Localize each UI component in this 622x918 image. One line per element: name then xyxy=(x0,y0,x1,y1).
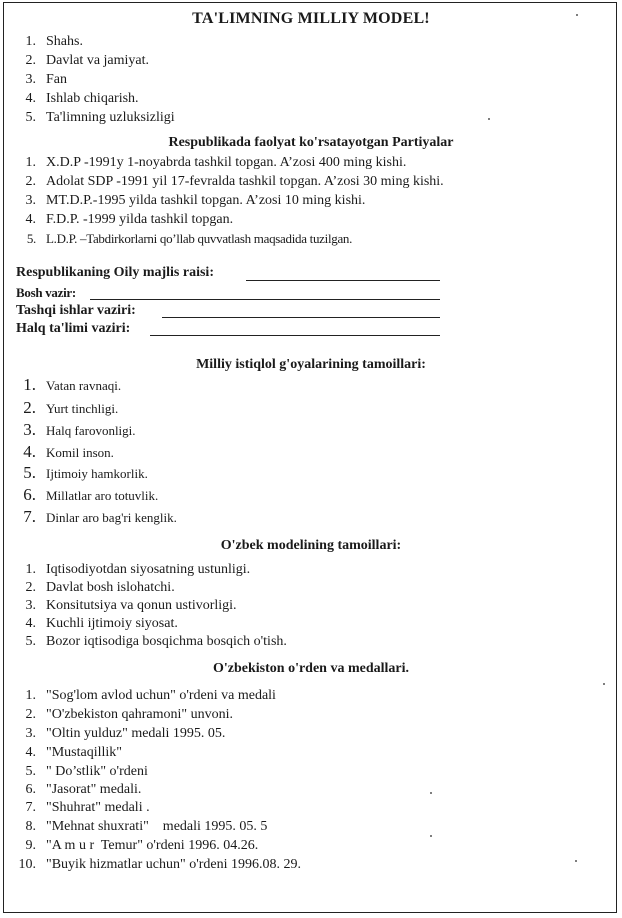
scan-speck xyxy=(430,835,432,837)
list-item: 1. Iqtisodiyotdan siyosatning ustunligi. xyxy=(25,562,251,577)
list-item: 8. "Mehnat shuxrati" medali 1995. 05. 5 xyxy=(25,819,268,834)
list-item: 6. Millatlar aro totuvlik. xyxy=(23,485,159,504)
list-item: 2. Adolat SDP -1991 yil 17-fevralda tashkil topgan. A’zosi 30 ming kishi. xyxy=(25,174,444,189)
list-item: 2. Davlat bosh islohatchi. xyxy=(25,580,175,595)
list-item: 3. Fan xyxy=(25,72,67,87)
list-item: 3. Halq farovonligi. xyxy=(23,420,136,439)
list-item: 4. "Mustaqillik" xyxy=(25,745,122,760)
list-item: 1. "Sog'lom avlod uchun" o'rdeni va medali xyxy=(25,688,276,703)
list-item: 5. L.D.P. –Tabdirkorlarni qo’llab quvvatlash maqsadida tuzilgan. xyxy=(26,231,353,246)
field-label-prime-minister: Bosh vazir: xyxy=(16,285,76,300)
list-item: 5. Ta'limning uzluksizligi xyxy=(25,110,175,125)
scan-speck xyxy=(430,792,432,794)
list-item: 5. Bozor iqtisodiga bosqichma bosqich o'tish. xyxy=(25,634,287,649)
list-item: 9. "A m u r Temur" o'rdeni 1996. 04.26. xyxy=(25,838,259,853)
list-item: 10. "Buyik hizmatlar uchun" o'rdeni 1996.08. 29. xyxy=(18,857,302,872)
list-item: 2. Yurt tinchligi. xyxy=(23,398,119,417)
list-item: 2. "O'zbekiston qahramoni" unvoni. xyxy=(25,707,233,722)
scan-speck xyxy=(488,118,490,120)
list-item: 6. "Jasorat" medali. xyxy=(25,782,142,797)
list-item: 3. MT.D.P.-1995 yilda tashkil topgan. A’zosi 10 ming kishi. xyxy=(25,193,366,208)
list-item: 1. X.D.P -1991y 1-noyabrda tashkil topgan. A’zosi 400 ming kishi. xyxy=(25,155,407,170)
list-item: 5. " Do’stlik" o'rdeni xyxy=(25,764,148,779)
field-line-chairman[interactable] xyxy=(246,280,440,281)
list-item: 5. Ijtimoiy hamkorlik. xyxy=(23,463,148,482)
ideas-heading: Milliy istiqlol g'oyalarining tamoillari: xyxy=(196,357,426,372)
list-item: 2. Davlat va jamiyat. xyxy=(25,53,150,68)
list-item: 4. Komil inson. xyxy=(23,442,114,461)
field-label-education-minister: Halq ta'limi vaziri: xyxy=(16,321,131,336)
orders-heading: O'zbekiston o'rden va medallari. xyxy=(213,661,409,676)
scan-speck xyxy=(603,683,605,685)
list-item: 4. Ishlab chiqarish. xyxy=(25,91,139,106)
field-line-foreign-minister[interactable] xyxy=(162,317,440,318)
uzbek-model-heading: O'zbek modelining tamoillari: xyxy=(220,538,402,553)
field-line-education-minister[interactable] xyxy=(150,335,440,336)
list-item: 4. Kuchli ijtimoiy siyosat. xyxy=(25,616,178,631)
list-item: 7. "Shuhrat" medali . xyxy=(25,800,150,815)
list-item: 3. Konsitutsiya va qonun ustivorligi. xyxy=(25,598,237,613)
scan-speck xyxy=(575,860,577,862)
parties-heading: Respublikada faolyat ko'rsatayotgan Partiyalar xyxy=(168,135,454,150)
page-title: TA'LIMNING MILLIY MODEL! xyxy=(192,10,430,27)
list-item: 3. "Oltin yulduz" medali 1995. 05. xyxy=(25,726,226,741)
field-label-foreign-minister: Tashqi ishlar vaziri: xyxy=(16,303,136,318)
list-item: 7. Dinlar aro bag'ri kenglik. xyxy=(23,507,177,526)
list-item: 1. Shahs. xyxy=(25,34,83,49)
field-line-prime-minister[interactable] xyxy=(90,299,440,300)
field-label-chairman: Respublikaning Oily majlis raisi: xyxy=(16,265,214,280)
scan-speck xyxy=(576,14,578,16)
list-item: 1. Vatan ravnaqi. xyxy=(23,375,122,394)
list-item: 4. F.D.P. -1999 yilda tashkil topgan. xyxy=(25,212,234,227)
